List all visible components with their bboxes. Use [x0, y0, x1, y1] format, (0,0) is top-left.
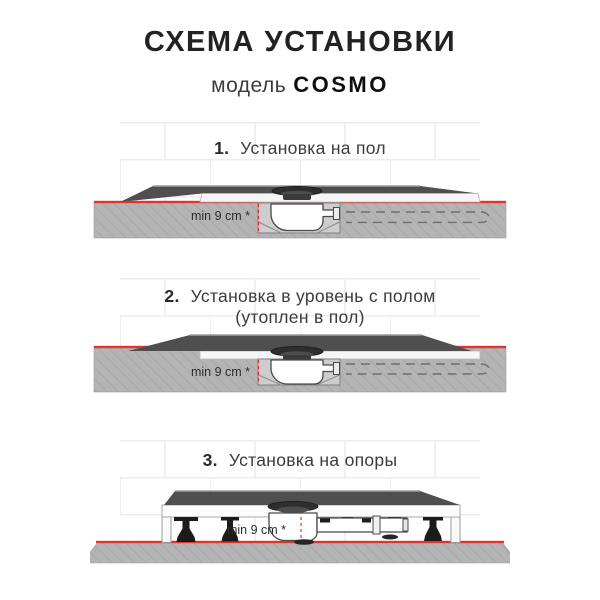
- depth-label: min 9 cm *: [190, 365, 250, 379]
- depth-label: min 9 cm *: [226, 523, 286, 537]
- diagram-on-supports: [90, 485, 510, 570]
- header: [0, 0, 600, 98]
- section-install-on-floor: [0, 100, 600, 250]
- model-name: COSMO: [293, 72, 389, 97]
- section-1-heading: [0, 138, 600, 159]
- section-2-subtitle: (утоплен в пол): [235, 307, 365, 327]
- diagram-flush-floor: [90, 330, 510, 395]
- section-2-number: 2.: [164, 286, 180, 306]
- diagram-on-floor: [90, 180, 510, 240]
- model-subtitle: [0, 72, 600, 98]
- section-3-heading: [0, 450, 600, 471]
- depth-label: min 9 cm *: [190, 209, 250, 223]
- page-title: СХЕМА УСТАНОВКИ: [143, 26, 457, 58]
- pipe-collar: [373, 516, 380, 534]
- section-3-number: 3.: [202, 450, 218, 470]
- section-1-title: Установка на пол: [240, 138, 386, 158]
- section-install-flush: [0, 250, 600, 400]
- section-2-heading: [0, 286, 600, 307]
- section-3-title: Установка на опоры: [228, 450, 398, 470]
- section-install-on-supports: [0, 400, 600, 600]
- section-2-title: Установка в уровень с полом: [190, 286, 436, 306]
- tray-rim: [200, 194, 480, 203]
- tray-rim: [200, 351, 480, 359]
- model-label: модель: [211, 74, 287, 97]
- section-1-number: 1.: [214, 138, 230, 158]
